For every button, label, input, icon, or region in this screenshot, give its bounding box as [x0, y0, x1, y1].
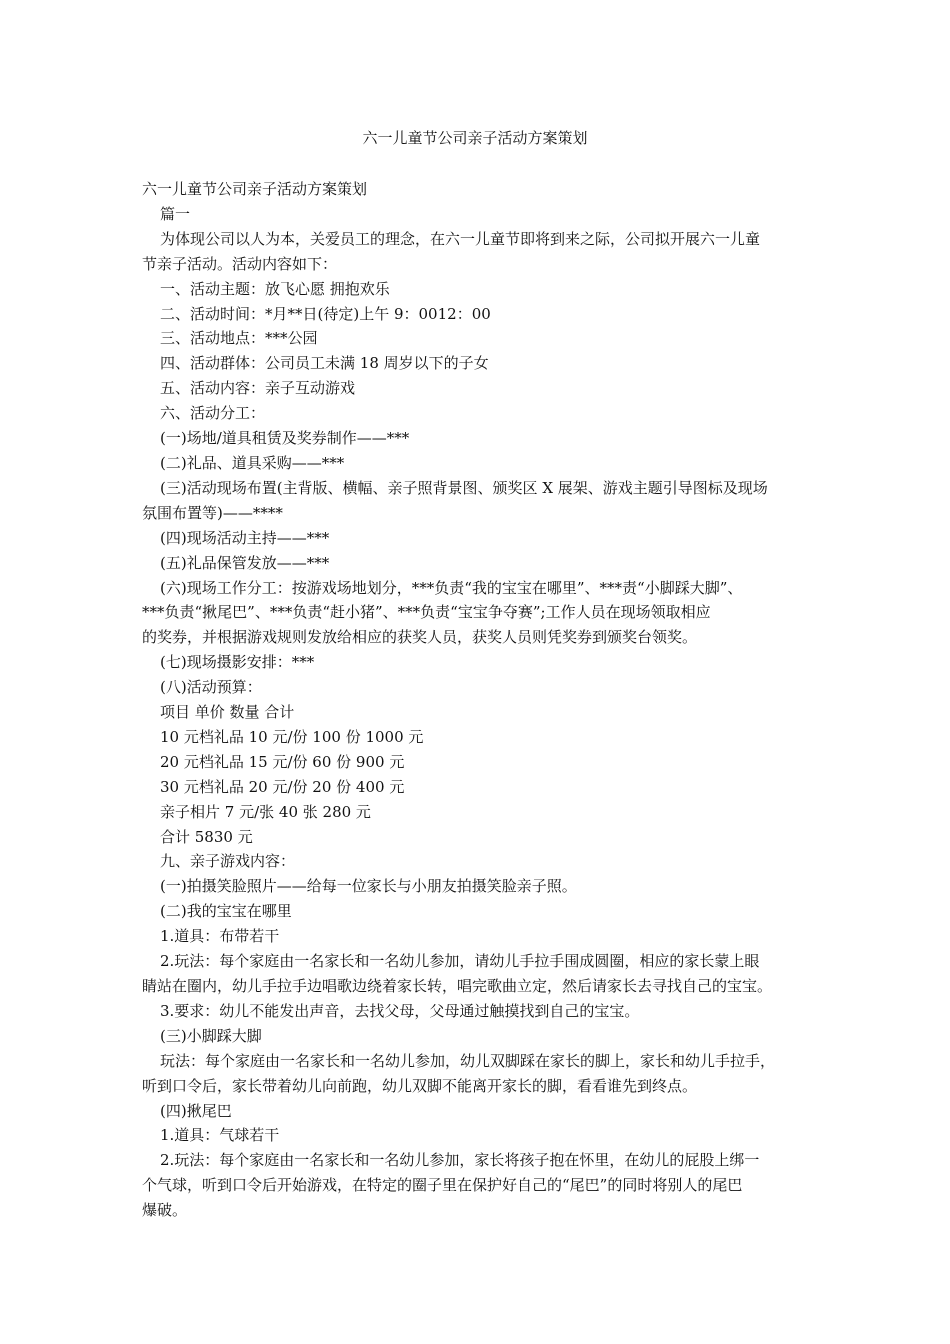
- text-line: 一、活动主题：放飞心愿 拥抱欢乐: [160, 279, 390, 298]
- text-line: (二)礼品、道具采购——***: [160, 453, 345, 472]
- text-line: 三、活动地点：***公园: [160, 329, 318, 348]
- text-line: 五、活动内容：亲子互动游戏: [160, 379, 356, 398]
- text-line: 爆破。: [142, 1201, 188, 1220]
- text-line: 为体现公司以人为本，关爱员工的理念，在六一儿童节即将到来之际，公司拟开展六一儿童: [160, 229, 761, 248]
- text-line: 亲子相片 7 元/张 40 张 280 元: [160, 802, 371, 821]
- text-line: 篇一: [160, 204, 191, 223]
- text-line: 节亲子活动。活动内容如下：: [142, 254, 338, 273]
- text-line: (五)礼品保管发放——***: [160, 553, 330, 572]
- text-line: 2.玩法：每个家庭由一名家长和一名幼儿参加，请幼儿手拉手围成圆圈，相应的家长蒙上眼: [160, 952, 760, 971]
- text-line: 睛站在圈内，幼儿手拉手边唱歌边绕着家长转，唱完歌曲立定，然后请家长去寻找自己的宝宝。: [142, 977, 773, 995]
- text-line: 30 元档礼品 20 元/份 20 份 400 元: [160, 777, 405, 796]
- document-title: 六一儿童节公司亲子活动方案策划: [362, 129, 588, 147]
- text-line: 20 元档礼品 15 元/份 60 份 900 元: [160, 752, 405, 771]
- text-line: (四)现场活动主持——***: [160, 528, 330, 547]
- text-line: 九、亲子游戏内容：: [160, 852, 296, 871]
- text-line: (二)我的宝宝在哪里: [160, 902, 292, 921]
- text-line: 1.道具：气球若干: [160, 1126, 280, 1145]
- text-line: 合计 5830 元: [160, 827, 253, 846]
- text-line: 的奖券，并根据游戏规则发放给相应的获奖人员，获奖人员则凭奖券到颁奖台领奖。: [142, 628, 698, 647]
- text-line: (七)现场摄影安排：***: [160, 653, 315, 672]
- text-line: 1.道具：布带若干: [160, 927, 280, 946]
- text-line: 3.要求：幼儿不能发出声音，去找父母，父母通过触摸找到自己的宝宝。: [160, 1001, 640, 1020]
- text-line: (三)小脚踩大脚: [160, 1026, 262, 1045]
- text-line: 2.玩法：每个家庭由一名家长和一名幼儿参加，家长将孩子抱在怀里，在幼儿的屁股上绑一: [160, 1151, 760, 1170]
- text-line: 10 元档礼品 10 元/份 100 份 1000 元: [160, 727, 424, 746]
- text-line: (八)活动预算：: [160, 678, 262, 697]
- document-body: [142, 177, 810, 1223]
- text-line: 二、活动时间：*月**日(待定)上午 9：0012：00: [160, 304, 491, 323]
- text-line: 六一儿童节公司亲子活动方案策划: [142, 180, 368, 198]
- text-line: 个气球，听到口令后开始游戏，在特定的圈子里在保护好自己的“尾巴”的同时将别人的尾巴: [142, 1176, 743, 1195]
- text-line: (四)揪尾巴: [160, 1101, 232, 1120]
- text-line: 玩法：每个家庭由一名家长和一名幼儿参加，幼儿双脚踩在家长的脚上，家长和幼儿手拉手，: [160, 1051, 776, 1070]
- text-line: ***负责“揪尾巴”、***负责“赶小猪”、***负责“宝宝争夺赛”;工作人员在现场领取相应: [142, 603, 711, 622]
- text-line: (一)场地/道具租赁及奖券制作——***: [160, 429, 410, 448]
- text-line: (一)拍摄笑脸照片——给每一位家长与小朋友拍摄笑脸亲子照。: [160, 877, 577, 896]
- text-line: 氛围布置等)——****: [142, 503, 283, 522]
- text-line: 听到口令后，家长带着幼儿向前跑，幼儿双脚不能离开家长的脚，看看谁先到终点。: [142, 1076, 698, 1095]
- text-line: (六)现场工作分工：按游戏场地划分，***负责“我的宝宝在哪里”、***责“小脚踩大脚”、: [160, 578, 743, 597]
- text-line: 六、活动分工：: [160, 404, 266, 423]
- text-line: (三)活动现场布置(主背版、横幅、亲子照背景图、颁奖区 X 展架、游戏主题引导图标及现场: [160, 478, 768, 497]
- text-line: 项目 单价 数量 合计: [160, 703, 295, 722]
- text-line: 四、活动群体：公司员工未满 18 周岁以下的子女: [160, 354, 489, 373]
